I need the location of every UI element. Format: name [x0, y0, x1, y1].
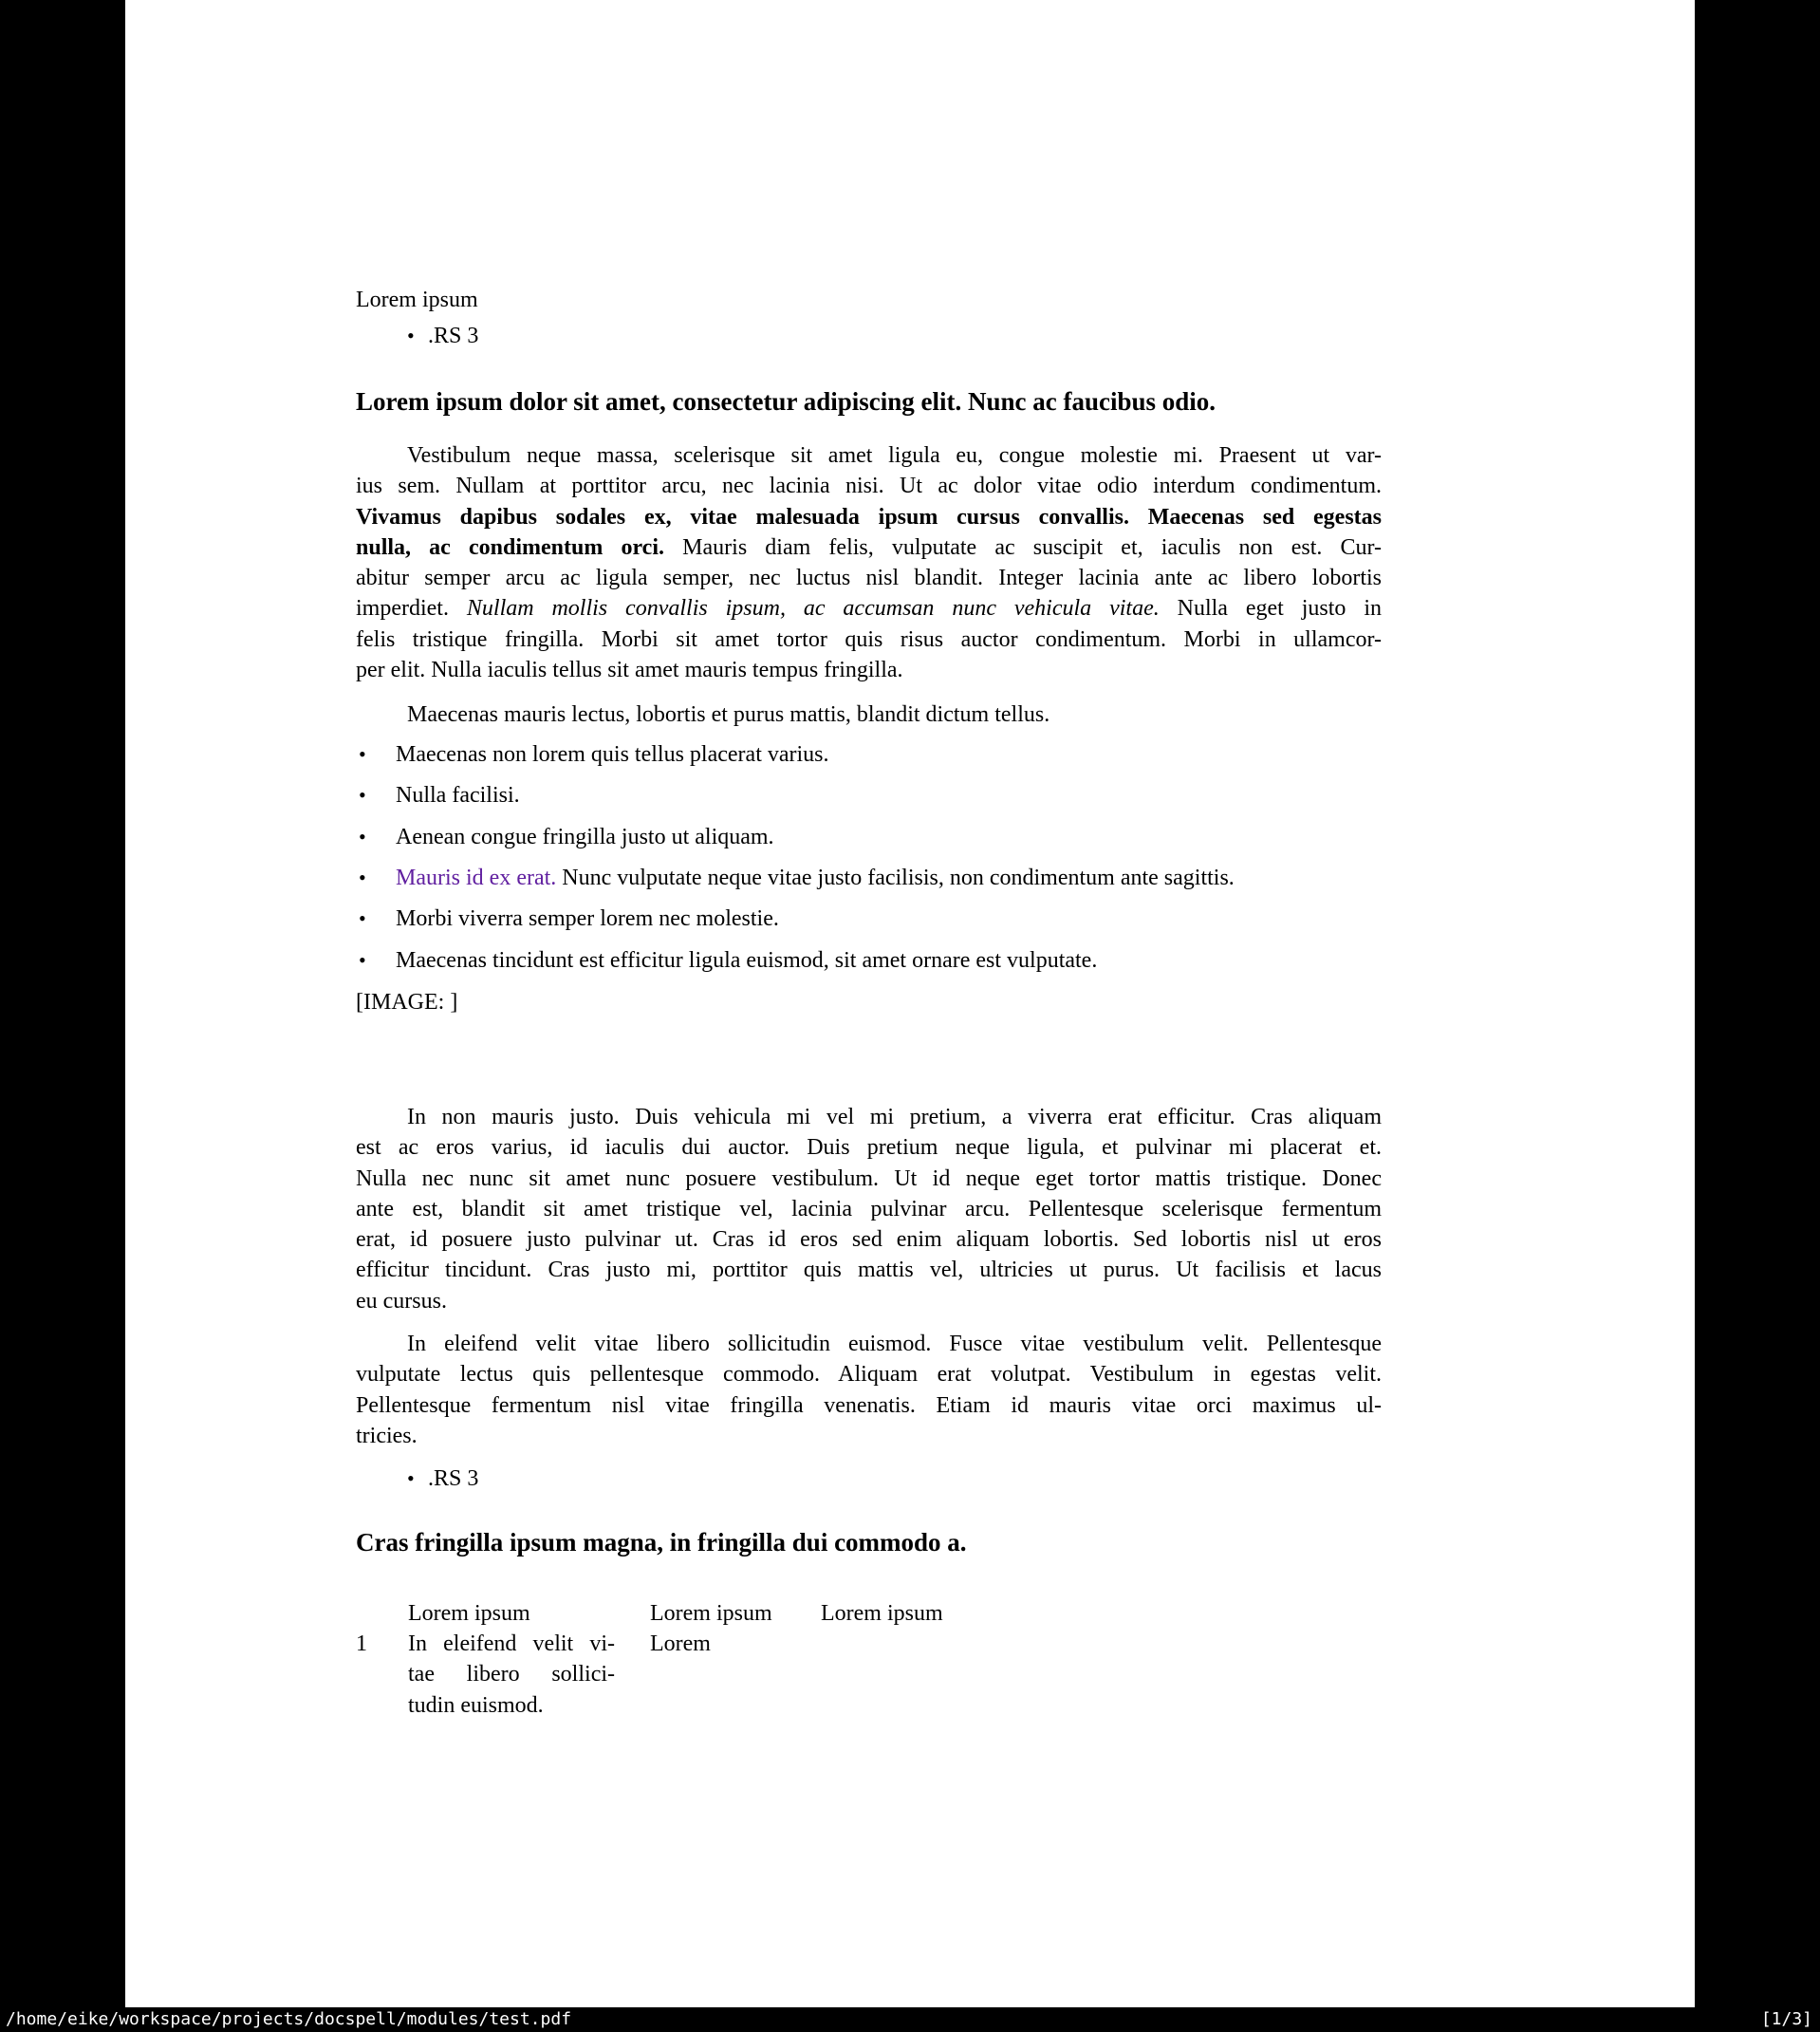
paragraph-1-line-6 — [356, 593, 1382, 624]
paragraph-1-line-3: Vivamus dapibus sodales ex, vitae malesuada ipsum cursus convallis. Maecenas sed egestas — [356, 504, 1382, 530]
section-heading-1: Lorem ipsum dolor sit amet, consectetur adipiscing elit. Nunc ac faucibus odio. — [356, 387, 1216, 416]
paragraph-3-line-6: efficitur tincidunt. Cras justo mi, porttitor quis mattis vel, ultricies ut purus. Ut facilisis et lacus — [356, 1258, 1382, 1283]
paragraph-4-line-4: tricies. — [356, 1423, 418, 1448]
pdf-page — [125, 0, 1695, 2007]
list-item-2-text: Nulla facilisi. — [396, 783, 520, 808]
table-cell-2: Lorem — [650, 1631, 711, 1656]
list-item-1 — [359, 739, 1535, 770]
paragraph-3-line-2: est ac eros varius, id iaculis dui auctor. Duis pretium neque ligula, et pulvinar mi placerat et. — [356, 1135, 1382, 1161]
rs-list-item-2 — [407, 1463, 478, 1494]
rs-list-item-1-label: .RS 3 — [428, 324, 479, 348]
table-cell-1 — [408, 1629, 615, 1721]
list-item-3-text: Aenean congue fringilla justo ut aliquam. — [396, 825, 774, 849]
paragraph-3-line-4: ante est, blandit sit amet tristique vel, lacinia pulvinar arcu. Pellentesque scelerisque fermentum — [356, 1196, 1382, 1221]
paragraph-1-line-2: ius sem. Nullam at porttitor arcu, nec lacinia nisi. Ut ac dolor vitae odio interdum condimentum. — [356, 474, 1382, 499]
bullet-dot-icon: • — [407, 1466, 415, 1490]
list-item-5-text: Morbi viverra semper lorem nec molestie. — [396, 906, 779, 931]
paragraph-2: Maecenas mauris lectus, lobortis et purus mattis, blandit dictum tellus. — [407, 702, 1050, 727]
paragraph-4-line-1: In eleifend velit vitae libero sollicitudin euismod. Fusce vitae vestibulum velit. Pellentesque — [407, 1332, 1382, 1356]
section-heading-2: Cras fringilla ipsum magna, in fringilla dui commodo a. — [356, 1528, 967, 1557]
rs-list-item-2-label: .RS 3 — [428, 1466, 479, 1491]
italic-run: Nullam mollis convallis ipsum, ac accumsan nunc vehicula vitae. — [466, 596, 1160, 622]
paragraph-1-line-1: Vestibulum neque massa, scelerisque sit amet ligula eu, congue molestie mi. Praesent ut var- — [407, 443, 1382, 468]
table-row-number: 1 — [356, 1631, 367, 1656]
bold-run: nulla, ac condimentum orci. — [356, 534, 665, 560]
table-cell-1-line-3: tudin euismod. — [408, 1692, 544, 1718]
paragraph-3 — [356, 1102, 1382, 1316]
top-label: Lorem ipsum — [356, 288, 478, 312]
mauris-id-ex-erat-link[interactable]: Mauris id ex erat. — [396, 866, 557, 890]
list-item-3 — [359, 822, 1535, 852]
rs-list-item-1 — [407, 321, 478, 351]
statusbar-page-indicator: [1/3] — [1760, 2009, 1812, 2029]
table-header-col2: Lorem ipsum — [650, 1601, 772, 1626]
paragraph-1 — [356, 440, 1382, 685]
list-item-2 — [359, 780, 1535, 811]
paragraph-4-line-2: vulputate lectus quis pellentesque commodo. Aliquam erat volutpat. Vestibulum in egestas velit. — [356, 1362, 1382, 1388]
statusbar-filepath: /home/eike/workspace/projects/docspell/modules/test.pdf — [6, 2009, 572, 2029]
table-cell-1-line-1: In eleifend velit vi- — [408, 1631, 615, 1656]
text-run: Mauris diam felis, vulputate ac suscipit et, iaculis non est. Cur- — [664, 534, 1382, 560]
paragraph-3-line-1: In non mauris justo. Duis vehicula mi vel mi pretium, a viverra erat efficitur. Cras aliquam — [407, 1105, 1382, 1129]
statusbar — [0, 2007, 1820, 2032]
paragraph-1-line-8: per elit. Nulla iaculis tellus sit amet mauris tempus fringilla. — [356, 658, 903, 683]
paragraph-1-line-7: felis tristique fringilla. Morbi sit amet tortor quis risus auctor condimentum. Morbi in ullamcor- — [356, 626, 1382, 652]
list-item-6 — [359, 945, 1535, 976]
paragraph-3-line-3: Nulla nec nunc sit amet nunc posuere vestibulum. Ut id neque eget tortor mattis tristique. Donec — [356, 1165, 1382, 1191]
image-placeholder: [IMAGE: ] — [356, 990, 458, 1015]
bullet-dot-icon: • — [359, 825, 366, 848]
text-run: Nulla eget justo in — [1159, 596, 1382, 622]
table-cell-1-line-2: tae libero sollici- — [408, 1662, 615, 1687]
list-item-1-text: Maecenas non lorem quis tellus placerat varius. — [396, 742, 829, 767]
bullet-dot-icon: • — [407, 324, 415, 347]
bullet-dot-icon: • — [359, 948, 366, 972]
paragraph-3-line-7: eu cursus. — [356, 1288, 447, 1314]
bullet-dot-icon: • — [359, 866, 366, 889]
text-run: imperdiet. — [356, 596, 467, 622]
bullet-dot-icon: • — [359, 906, 366, 930]
paragraph-4 — [356, 1329, 1382, 1451]
table-header-col1: Lorem ipsum — [408, 1601, 530, 1626]
list-item-5 — [359, 904, 1535, 934]
paragraph-1-line-5: abitur semper arcu ac ligula semper, nec luctus nisl blandit. Integer lacinia ante ac libero lobortis — [356, 566, 1382, 591]
bullet-dot-icon: • — [359, 783, 366, 807]
table-header-col3: Lorem ipsum — [821, 1601, 943, 1626]
list-item-6-text: Maecenas tincidunt est efficitur ligula euismod, sit amet ornare est vulputate. — [396, 948, 1098, 973]
bullet-dot-icon: • — [359, 742, 366, 766]
paragraph-4-line-3: Pellentesque fermentum nisl vitae fringilla venenatis. Etiam id mauris vitae orci maximus ul- — [356, 1392, 1382, 1418]
list-item-4-text: Nunc vulputate neque vitae justo facilisis, non condimentum ante sagittis. — [556, 866, 1235, 890]
list-item-4 — [359, 863, 1535, 893]
paragraph-3-line-5: erat, id posuere justo pulvinar ut. Cras id eros sed enim aliquam lobortis. Sed lobortis nisl ut eros — [356, 1227, 1382, 1253]
paragraph-1-line-4 — [356, 532, 1382, 563]
